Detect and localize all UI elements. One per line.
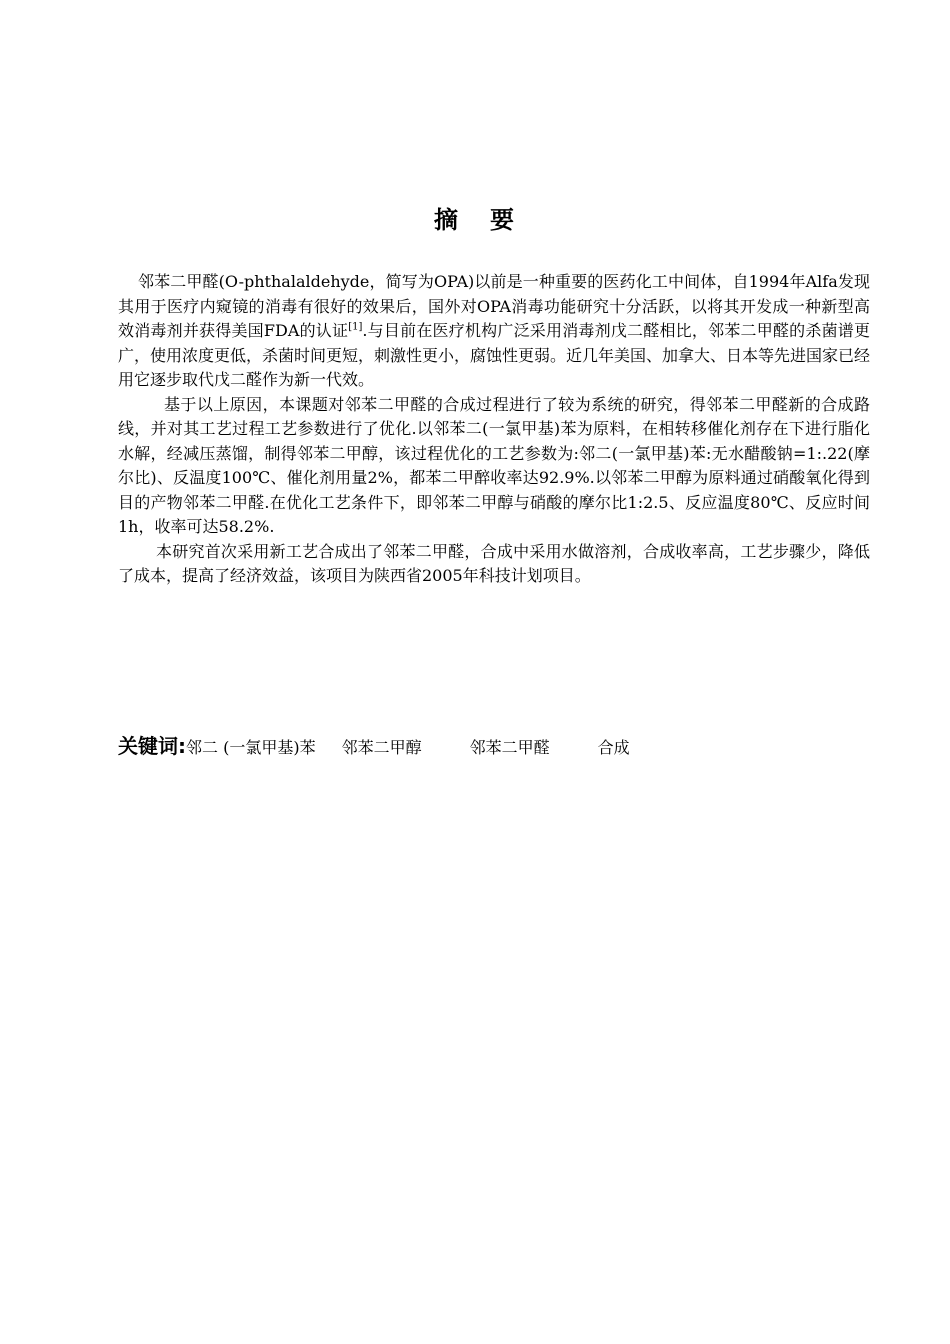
keywords-line <box>118 732 870 762</box>
keyword-item: 邻二 (一氯甲基)苯 <box>186 738 316 757</box>
abstract-paragraph-1 <box>118 270 870 393</box>
keywords-label: 关键词: <box>118 734 186 758</box>
abstract-paragraph-1-text-cont: .与目前在医疗机构广泛采用消毒剂戊二醛相比，邻苯二甲醛的杀菌谱更广，使用浓度更低，杀菌时间更短，刺激性更小，腐蚀性更弱。近几年美国、加拿大、日本等先进国家已经用它逐步取代戊二醛作为新一代效。 <box>118 321 871 389</box>
keyword-item: 合成 <box>597 738 630 757</box>
abstract-paragraph-2: 基于以上原因，本课题对邻苯二甲醛的合成过程进行了较为系统的研究，得邻苯二甲醛新的合成路线，并对其工艺过程工艺参数进行了优化.以邻苯二(一氯甲基)苯为原料，在相转移催化剂存在下进行脂化水解，经减压蒸馏，制得邻苯二甲醇，该过程优化的工艺参数为:邻二(一氯甲基)苯:无水醋酸钠=1:.22(摩尔比)、反温度100℃、催化剂用量2%，都苯二甲醉收率达92.9%.以邻苯二甲醇为原料通过硝酸氧化得到目的产物邻苯二甲醛.在优化工艺条件下，即邻苯二甲醇与硝酸的摩尔比1:2.5、反应温度80℃、反应时间1h，收率可达58.2%. <box>118 394 870 536</box>
abstract-paragraph-3: 本研究首次采用新工艺合成出了邻苯二甲醛，合成中采用水做溶剂，合成收率高，工艺步骤少，降低了成本，提高了经济效益，该项目为陕西省2005年科技计划项目。 <box>118 541 870 585</box>
abstract-paragraph-1-text: 邻苯二甲醛(O-phthalaldehyde，简写为OPA)以前是一种重要的医药化工中间体，自1994年Alfa发现其用于医疗内窥镜的消毒有很好的效果后，国外对OPA消毒功能研究十分活跃，以将其开发成一种新型高效消毒剂并获得美国FDA的认证 <box>118 272 870 340</box>
abstract-body <box>118 270 870 589</box>
keyword-item: 邻苯二甲醛 <box>469 738 550 757</box>
citation-marker: [1] <box>348 321 363 333</box>
keyword-item: 邻苯二甲醇 <box>341 738 422 757</box>
page-title: 摘要 <box>434 206 546 234</box>
